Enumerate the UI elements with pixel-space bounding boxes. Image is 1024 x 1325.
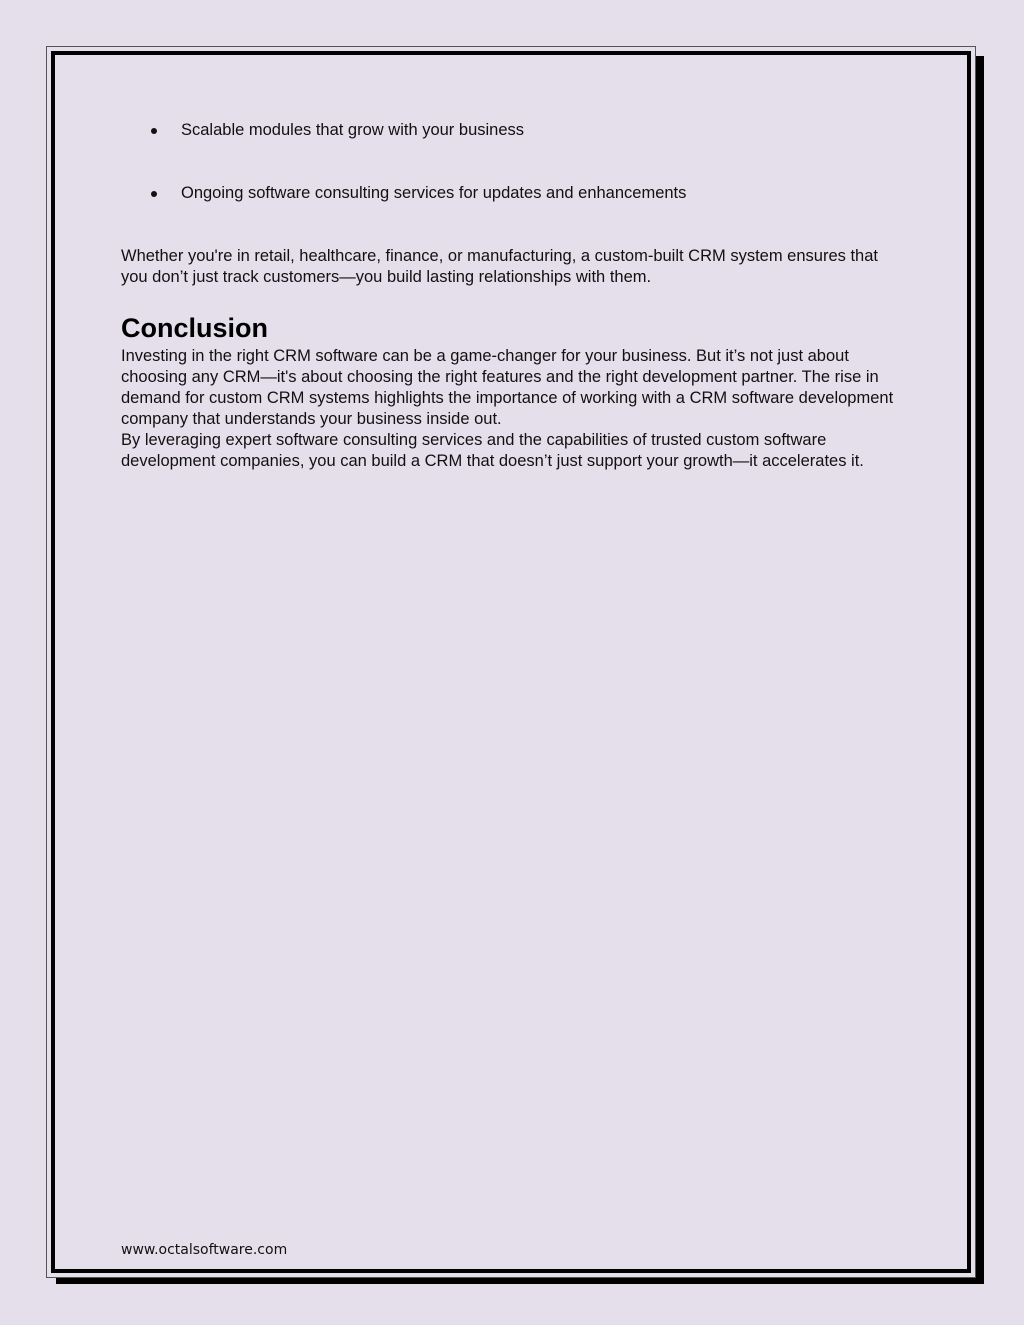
feature-bullet-list xyxy=(121,120,901,204)
conclusion-paragraph-1: Investing in the right CRM software can be a game-changer for your business. But it’s not just about choosing any CRM—it's about choosing the right features and the right development partner. The rise in demand for custom CRM systems highlights the importance of working with a CRM software development company that understands your business inside out. xyxy=(121,347,894,428)
bullet-text: Scalable modules that grow with your business xyxy=(181,121,525,139)
conclusion-heading: Conclusion xyxy=(121,313,268,343)
bullet-text: Ongoing software consulting services for updates and enhancements xyxy=(181,184,687,202)
intro-paragraph: Whether you're in retail, healthcare, finance, or manufacturing, a custom-built CRM system ensures that you don’t just track customers—you build lasting relationships with them. xyxy=(121,247,878,286)
bullet-item xyxy=(121,183,901,204)
conclusion-paragraph-2: By leveraging expert software consulting services and the capabilities of trusted custom software development companies, you can build a CRM that doesn’t just support your growth—it accelerates it. xyxy=(121,431,864,470)
bullet-dot-icon xyxy=(151,128,157,134)
bullet-dot-icon xyxy=(151,191,157,197)
footer-url: www.octalsoftware.com xyxy=(121,1242,288,1258)
page-content xyxy=(121,120,901,472)
bullet-item xyxy=(121,120,901,141)
